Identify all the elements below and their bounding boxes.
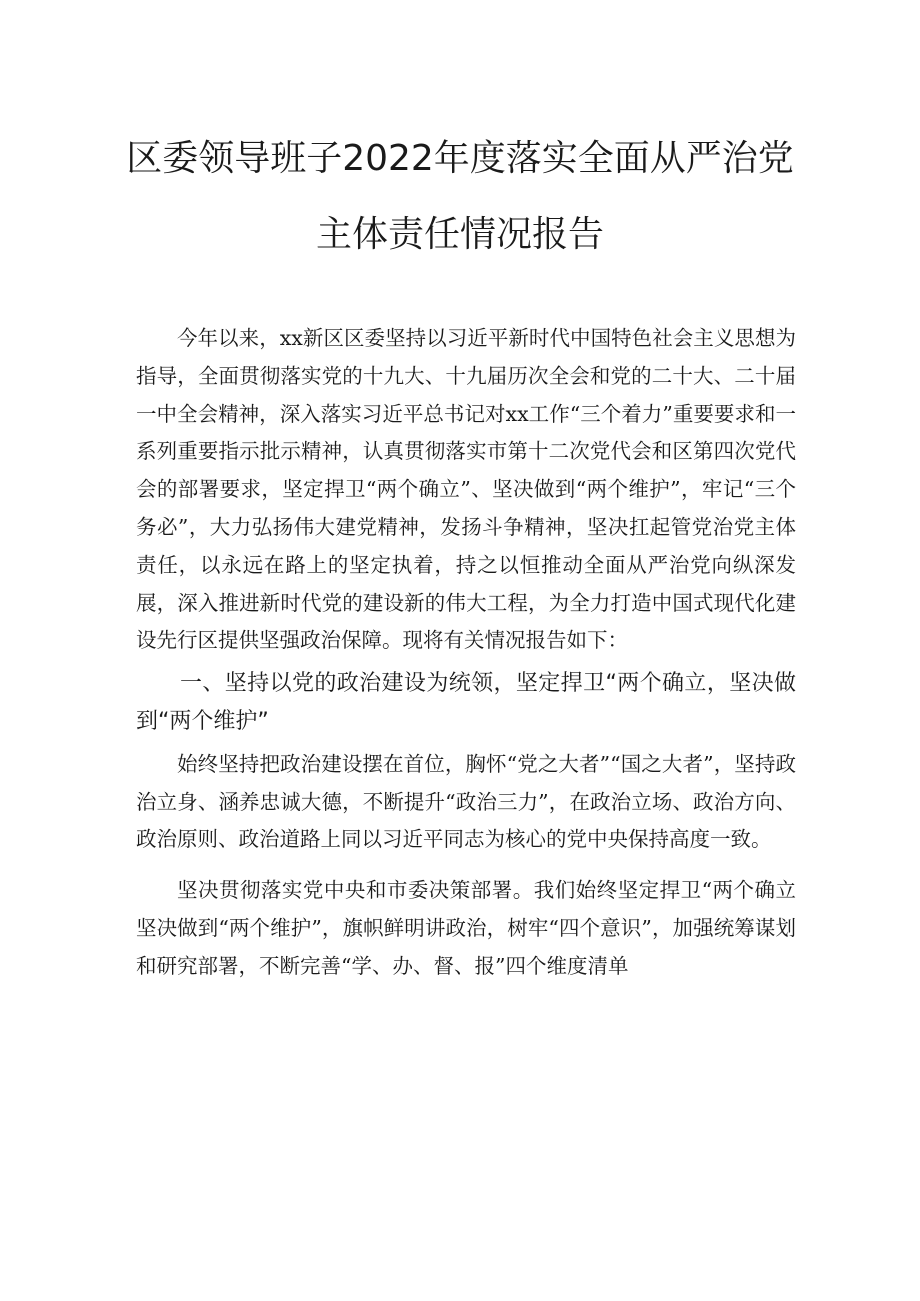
body-paragraph-1: 始终坚持把政治建设摆在首位，胸怀“党之大者”“国之大者”，坚持政治立身、涵养忠诚大德，不断提升“政治三力”，在政治立场、政治方向、政治原则、政治道路上同以习近平同志为核心的党中央保持高度一致。 — [136, 751, 796, 852]
document-title-line-2: 主体责任情况报告 — [315, 214, 604, 255]
intro-paragraph: 今年以来，xx新区区委坚持以习近平新时代中国特色社会主义思想为指导，全面贯彻落实党的十九大、十九届历次全会和党的二十大、二十届一中全会精神，深入落实习近平总书记对xx工作“三个着力”重要要求和一系列重要指示批示精神，认真贯彻落实市第十二次党代会和区第四次党代会的部署要求，坚定捍卫“两个确立”、坚决做到“两个维护”，牢记“三个务必”，大力弘扬伟大建党精神，发扬斗争精神，坚决扛起管党治党主体责任，以永远在路上的坚定执着，持之以恒推动全面从严治党向纵深发展，深入推进新时代党的建设新的伟大工程，为全力打造中国式现代化建设先行区提供坚强政治保障。现将有关情况报告如下： — [136, 326, 796, 653]
document-title-line-1: 区委领导班子2022年度落实全面从严治党 — [126, 138, 794, 179]
document-body — [136, 320, 796, 986]
body-paragraph-2: 坚决贯彻落实党中央和市委决策部署。我们始终坚定捍卫“两个确立坚决做到“两个维护”，旗帜鲜明讲政治，树牢“四个意识”，加强统筹谋划和研究部署，不断完善“学、办、督、报”四个维度清单 — [136, 878, 796, 978]
section-heading-1: 一、坚持以党的政治建设为统领，坚定捍卫“两个确立，坚决做到“两个维护” — [136, 671, 796, 734]
